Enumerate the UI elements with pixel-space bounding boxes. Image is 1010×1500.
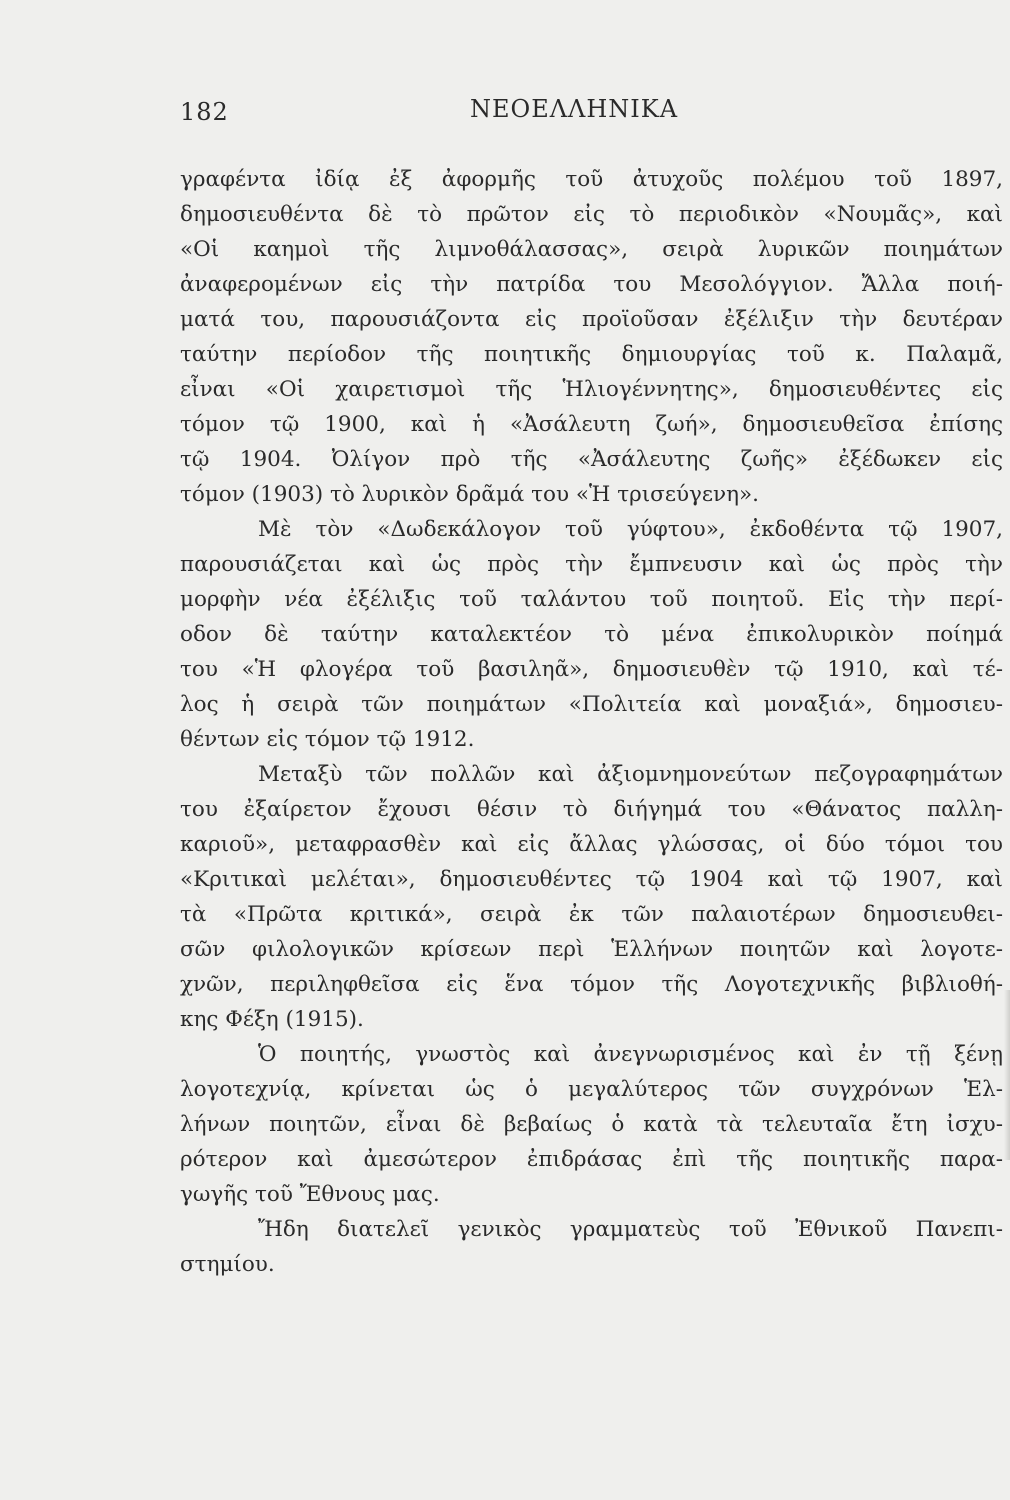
text-line: «Οἱ καημοὶ τῆς λιμνοθάλασσας», σειρὰ λυρικῶν ποιημάτων [180,237,1003,262]
text-line: τόμον (1903) τὸ λυρικὸν δρᾶμά του «Ἡ τρισεύγενη». [180,482,759,507]
text-line: ρότερον καὶ ἀμεσώτερον ἐπιδράσας ἐπὶ τῆς ποιητικῆς παρα- [180,1147,1003,1172]
body-text [180,162,1003,1282]
text-line: μορφὴν νέα ἐξέλιξις τοῦ ταλάντου τοῦ ποιητοῦ. Εἰς τὴν περί- [180,587,1003,612]
text-line: λος ἡ σειρὰ τῶν ποιημάτων «Πολιτεία καὶ μοναξιά», δημοσιευ- [180,692,1003,717]
text-line: ἀναφερομένων εἰς τὴν πατρίδα του Μεσολόγγιον. Ἄλλα ποιή- [180,272,1003,297]
text-line: εἶναι «Οἱ χαιρετισμοὶ τῆς Ἡλιογέννητης», δημοσιευθέντες εἰς [180,377,1003,402]
text-line: στημίου. [180,1252,275,1277]
paragraph-start: Μὲ τὸν «Δωδεκάλογον τοῦ γύφτου», ἐκδοθέντα τῷ 1907, [258,517,1003,542]
text-line: «Κριτικαὶ μελέται», δημοσιευθέντες τῷ 1904 καὶ τῷ 1907, καὶ [180,867,1003,892]
text-line: κης Φέξη (1915). [180,1007,364,1032]
text-line: λογοτεχνίᾳ, κρίνεται ὡς ὁ μεγαλύτερος τῶν συγχρόνων Ἑλ- [180,1077,1003,1102]
page-number: 182 [180,98,229,126]
text-line: γωγῆς τοῦ Ἔθνους μας. [180,1182,440,1207]
text-line: παρουσιάζεται καὶ ὡς πρὸς τὴν ἔμπνευσιν καὶ ὡς πρὸς τὴν [180,552,1003,577]
text-line: χνῶν, περιληφθεῖσα εἰς ἕνα τόμον τῆς Λογοτεχνικῆς βιβλιοθή- [180,972,1003,997]
page-edge-shadow [1004,990,1010,1160]
text-line: γραφέντα ἰδίᾳ ἐξ ἀφορμῆς τοῦ ἀτυχοῦς πολέμου τοῦ 1897, [180,167,1003,192]
text-line: του ἐξαίρετον ἔχουσι θέσιν τὸ διήγημά του «Θάνατος παλλη- [180,797,1003,822]
paragraph-start: Μεταξὺ τῶν πολλῶν καὶ ἀξιομνημονεύτων πεζογραφημάτων [258,762,1003,787]
text-line: οδον δὲ ταύτην καταλεκτέον τὸ μένα ἐπικολυρικὸν ποίημά [180,622,1003,647]
text-line: σῶν φιλολογικῶν κρίσεων περὶ Ἑλλήνων ποιητῶν καὶ λογοτε- [180,937,1003,962]
text-line: δημοσιευθέντα δὲ τὸ πρῶτον εἰς τὸ περιοδικὸν «Νουμᾶς», καὶ [180,202,1003,227]
text-line: λήνων ποιητῶν, εἶναι δὲ βεβαίως ὁ κατὰ τὰ τελευταῖα ἔτη ἰσχυ- [180,1112,1003,1137]
text-line: του «Ἡ φλογέρα τοῦ βασιληᾶ», δημοσιευθὲν τῷ 1910, καὶ τέ- [180,657,1003,682]
paragraph-start: Ὁ ποιητής, γνωστὸς καὶ ἀνεγνωρισμένος καὶ ἐν τῇ ξένῃ [258,1042,1003,1067]
text-line: τόμον τῷ 1900, καὶ ἡ «Ἀσάλευτη ζωή», δημοσιευθεῖσα ἐπίσης [180,412,1003,437]
text-line: θέντων εἰς τόμον τῷ 1912. [180,727,475,752]
paragraph-start: Ἤδη διατελεῖ γενικὸς γραμματεὺς τοῦ Ἐθνικοῦ Πανεπι- [258,1217,1003,1242]
text-line: ταύτην περίοδον τῆς ποιητικῆς δημιουργίας τοῦ κ. Παλαμᾶ, [180,342,1003,367]
running-head: ΝΕΟΕΛΛΗΝΙΚΑ [470,95,679,123]
text-line: καριοῦ», μεταφρασθὲν καὶ εἰς ἄλλας γλώσσας, οἱ δύο τόμοι του [180,832,1003,857]
text-line: τῷ 1904. Ὀλίγον πρὸ τῆς «Ἀσάλευτης ζωῆς» ἐξέδωκεν εἰς [180,447,1003,472]
text-line: ματά του, παρουσιάζοντα εἰς προϊοῦσαν ἐξέλιξιν τὴν δευτέραν [180,307,1003,332]
text-line: τὰ «Πρῶτα κριτικά», σειρὰ ἐκ τῶν παλαιοτέρων δημοσιευθει- [180,902,1003,927]
